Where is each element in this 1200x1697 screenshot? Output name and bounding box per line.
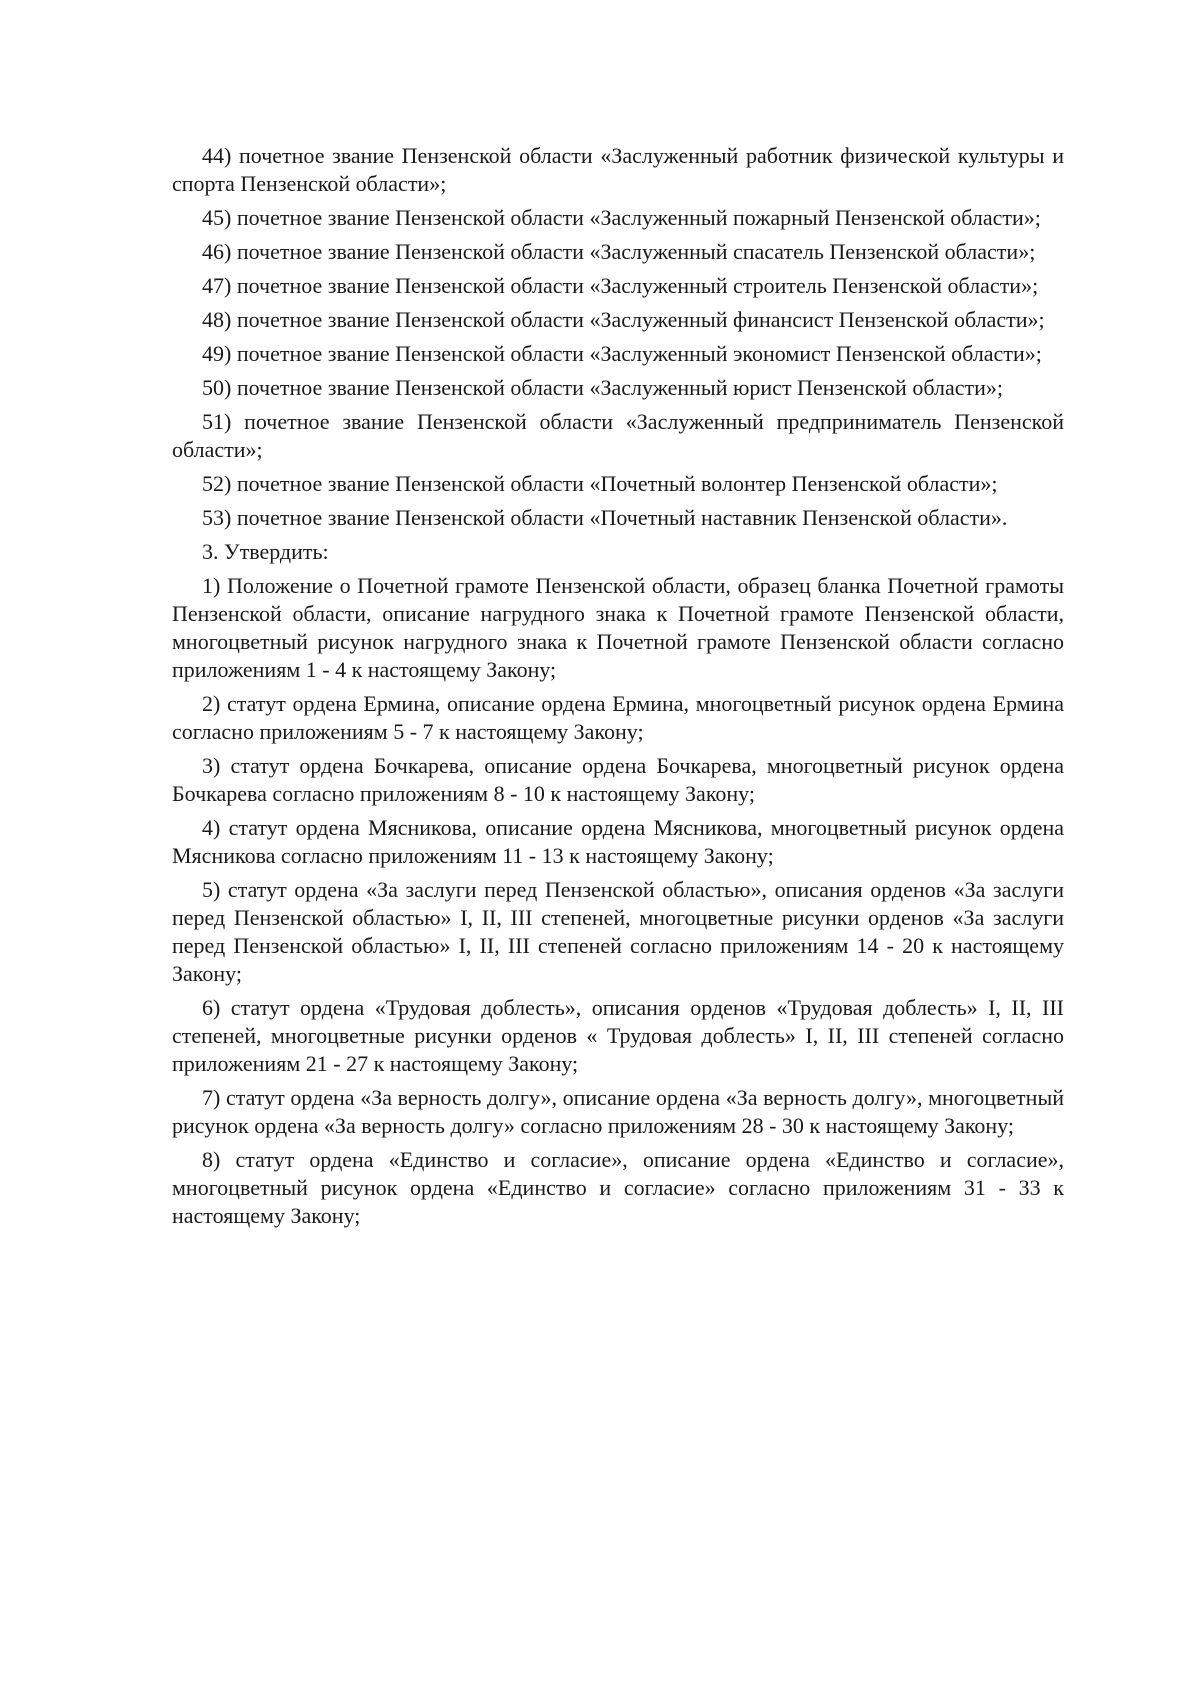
approve-item-5: 5) статут ордена «За заслуги перед Пензенской областью», описания орденов «За заслуги перед Пензенской областью» I, II, III степеней, многоцветные рисунки орденов «За заслуги перед Пензенской областью» I, II, III степеней согласно приложениям 14 - 20 к настоящему Закону; xyxy=(172,877,1064,986)
paragraph-item-53: 53) почетное звание Пензенской области «Почетный наставник Пензенской области». xyxy=(202,505,1008,530)
paragraph-item-44: 44) почетное звание Пензенской области «Заслуженный работник физической культуры и спорта Пензенской области»; xyxy=(172,143,1064,196)
paragraph-item-51: 51) почетное звание Пензенской области «Заслуженный предприниматель Пензенской области»; xyxy=(172,409,1064,462)
approve-item-3: 3) статут ордена Бочкарева, описание ордена Бочкарева, многоцветный рисунок ордена Бочкарева согласно приложениям 8 - 10 к настоящему Закону; xyxy=(172,753,1064,806)
approve-item-8: 8) статут ордена «Единство и согласие», описание ордена «Единство и согласие», многоцветный рисунок ордена «Единство и согласие» согласно приложениям 31 - 33 к настоящему Закону; xyxy=(172,1147,1064,1228)
approve-item-4: 4) статут ордена Мясникова, описание ордена Мясникова, многоцветный рисунок ордена Мясникова согласно приложениям 11 - 13 к настоящему Закону; xyxy=(172,815,1064,868)
document-page xyxy=(172,142,1064,1236)
approve-item-6: 6) статут ордена «Трудовая доблесть», описания орденов «Трудовая доблесть» I, II, III степеней, многоцветные рисунки орденов « Трудовая доблесть» I, II, III степеней согласно приложениям 21 - 27 к настоящему Закону; xyxy=(172,995,1064,1076)
paragraph-item-48: 48) почетное звание Пензенской области «Заслуженный финансист Пензенской области»; xyxy=(202,307,1045,332)
paragraph-item-46: 46) почетное звание Пензенской области «Заслуженный спасатель Пензенской области»; xyxy=(202,239,1036,264)
paragraph-item-47: 47) почетное звание Пензенской области «Заслуженный строитель Пензенской области»; xyxy=(202,273,1039,298)
approve-item-1: 1) Положение о Почетной грамоте Пензенской области, образец бланка Почетной грамоты Пензенской области, описание нагрудного знака к Почетной грамоте Пензенской области, многоцветный рисунок нагрудного знака к Почетной грамоте Пензенской области согласно приложениям 1 - 4 к настоящему Закону; xyxy=(172,573,1064,682)
paragraph-item-49: 49) почетное звание Пензенской области «Заслуженный экономист Пензенской области»; xyxy=(202,341,1042,366)
paragraph-item-50: 50) почетное звание Пензенской области «Заслуженный юрист Пензенской области»; xyxy=(202,375,1003,400)
paragraph-item-52: 52) почетное звание Пензенской области «Почетный волонтер Пензенской области»; xyxy=(202,471,998,496)
approve-item-2: 2) статут ордена Ермина, описание ордена Ермина, многоцветный рисунок ордена Ермина согласно приложениям 5 - 7 к настоящему Закону; xyxy=(172,691,1064,744)
section-heading-approve: 3. Утвердить: xyxy=(202,539,329,564)
approve-item-7: 7) статут ордена «За верность долгу», описание ордена «За верность долгу», многоцветный рисунок ордена «За верность долгу» согласно приложениям 28 - 30 к настоящему Закону; xyxy=(172,1085,1064,1138)
paragraph-item-45: 45) почетное звание Пензенской области «Заслуженный пожарный Пензенской области»; xyxy=(202,205,1041,230)
